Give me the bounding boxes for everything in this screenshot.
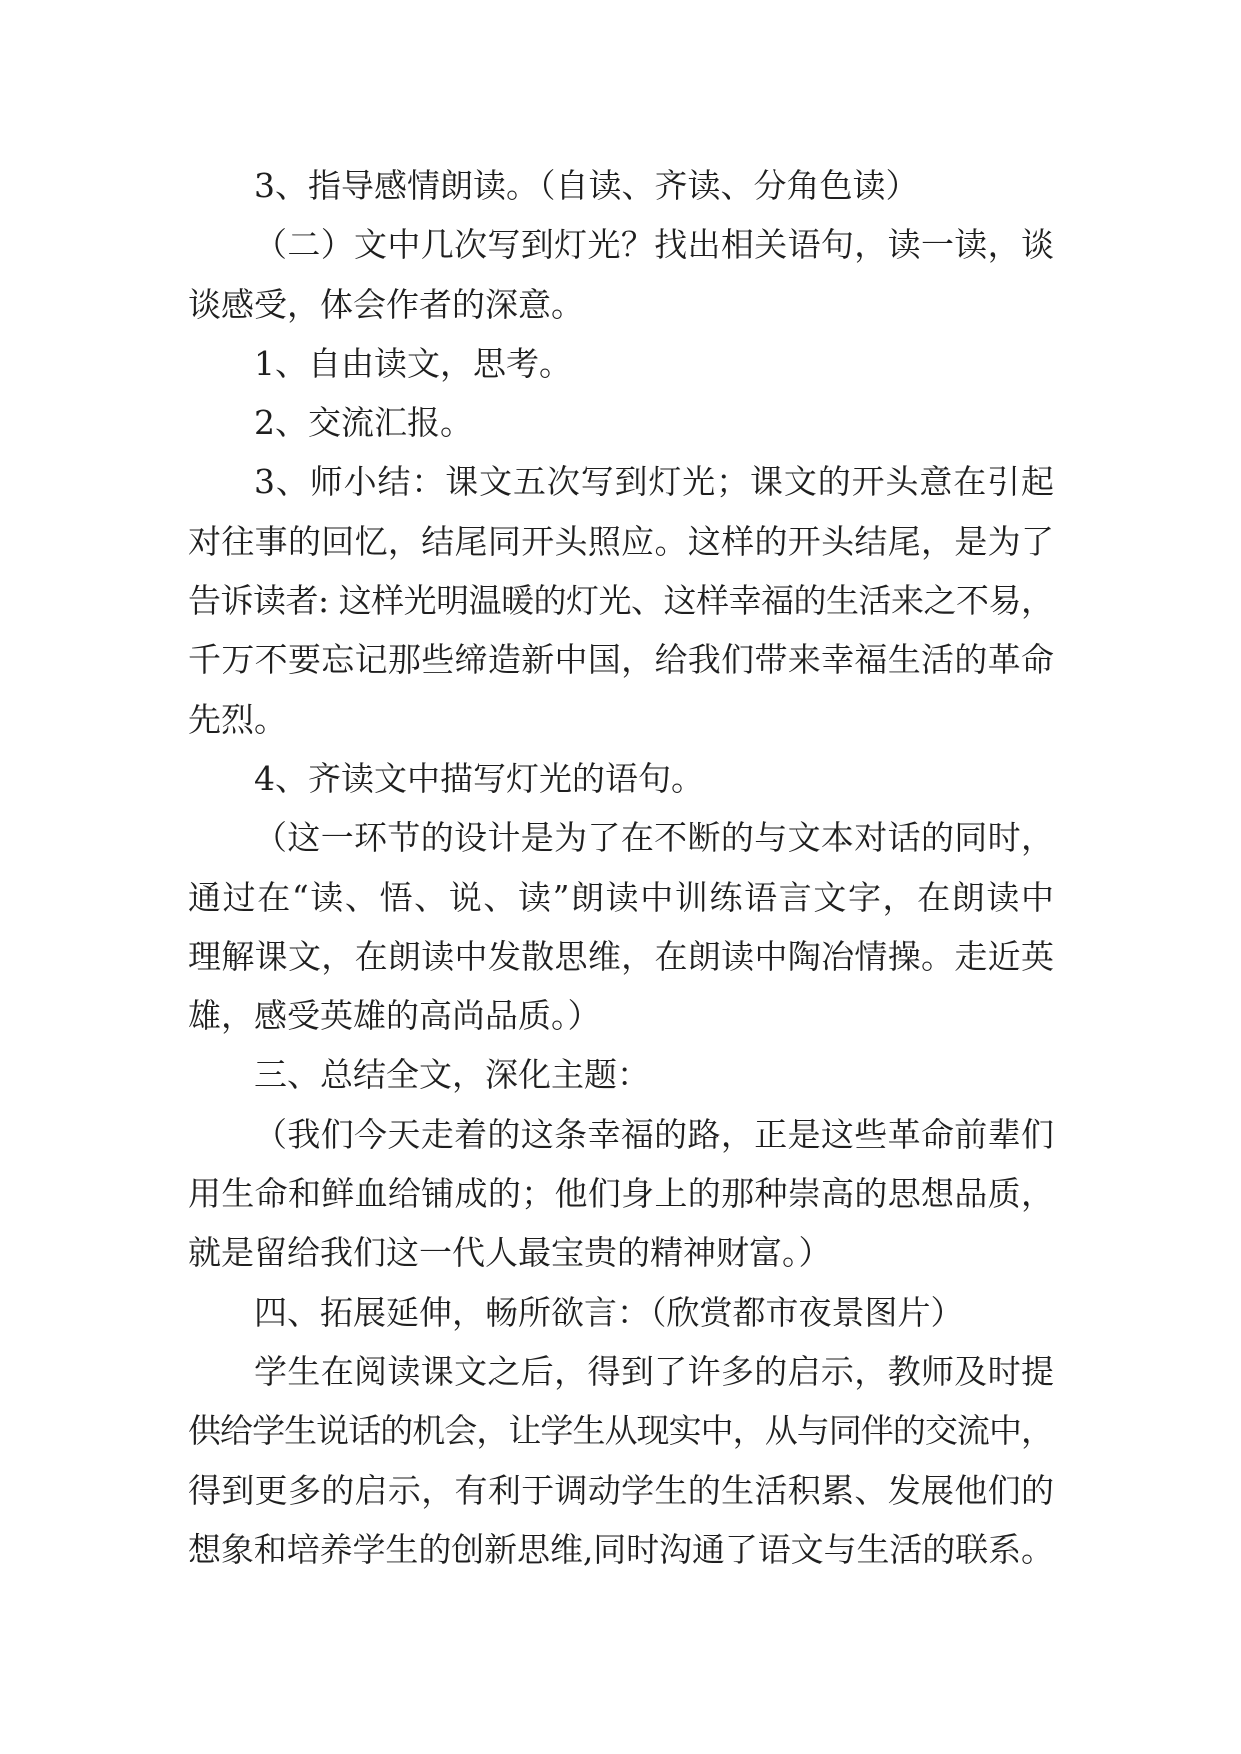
text-line: 3、指导感情朗读。（自读、齐读、分角色读）	[254, 166, 919, 205]
text-line: 就是留给我们这一代人最宝贵的精神财富。）	[188, 1233, 832, 1273]
section-4-heading	[188, 1283, 1054, 1342]
text-line: 3、师小结：课文五次写到灯光；课文的开头意在引起	[254, 462, 1055, 502]
text-line: 谈感受，体会作者的深意。	[188, 284, 584, 324]
text-line: 供给学生说话的机会，让学生从现实中，从与同伴的交流中，	[188, 1411, 1054, 1451]
document-body	[188, 156, 1054, 1579]
text-line: 对往事的回忆，结尾同开头照应。这样的开头结尾，是为了	[188, 521, 1055, 561]
step-1-item	[188, 334, 1054, 393]
text-line: 理解课文，在朗读中发散思维，在朗读中陶冶情操。走近英	[188, 936, 1055, 976]
text-line: 1、自由读文，思考。	[254, 343, 572, 383]
teacher-summary-paragraph	[188, 452, 1054, 748]
text-line: 告诉读者: 这样光明温暖的灯光、这样幸福的生活来之不易，	[188, 581, 1054, 621]
text-line: 学生在阅读课文之后，得到了许多的启示，教师及时提	[254, 1351, 1055, 1391]
text-line: 四、拓展延伸，畅所欲言：（欣赏都市夜景图片）	[254, 1292, 964, 1332]
text-line: 得到更多的启示，有利于调动学生的生活积累、发展他们的	[188, 1470, 1055, 1510]
extension-paragraph	[188, 1342, 1054, 1579]
reading-guidance-item	[188, 156, 1054, 215]
text-line: 雄，感受英雄的高尚品质。）	[188, 996, 601, 1036]
text-line: 千万不要忘记那些缔造新中国，给我们带来幸福生活的革命	[188, 640, 1055, 680]
summary-note-paragraph	[188, 1105, 1054, 1283]
section-2-question	[188, 215, 1054, 334]
text-line: （二）文中几次写到灯光？找出相关语句，读一读，谈	[254, 225, 1055, 265]
text-line: （我们今天走着的这条幸福的路，正是这些革命前辈们	[254, 1114, 1055, 1154]
text-line: 2、交流汇报。	[254, 403, 473, 443]
section-3-heading	[188, 1045, 1054, 1104]
text-line: 用生命和鲜血给铺成的；他们身上的那种崇高的思想品质，	[188, 1174, 1055, 1214]
design-note-paragraph	[188, 808, 1054, 1045]
step-2-item	[188, 393, 1054, 452]
text-line: 先烈。	[188, 699, 287, 739]
text-line: 想象和培养学生的创新思维,同时沟通了语文与生活的联系。	[188, 1529, 1054, 1569]
text-line: （这一环节的设计是为了在不断的与文本对话的同时，	[254, 818, 1055, 858]
step-4-item	[188, 749, 1054, 808]
text-line: 4、齐读文中描写灯光的语句。	[254, 758, 704, 798]
text-line: 三、总结全文，深化主题：	[254, 1055, 650, 1095]
text-line: 通过在“读、悟、说、读”朗读中训练语言文字，在朗读中	[188, 877, 1056, 917]
